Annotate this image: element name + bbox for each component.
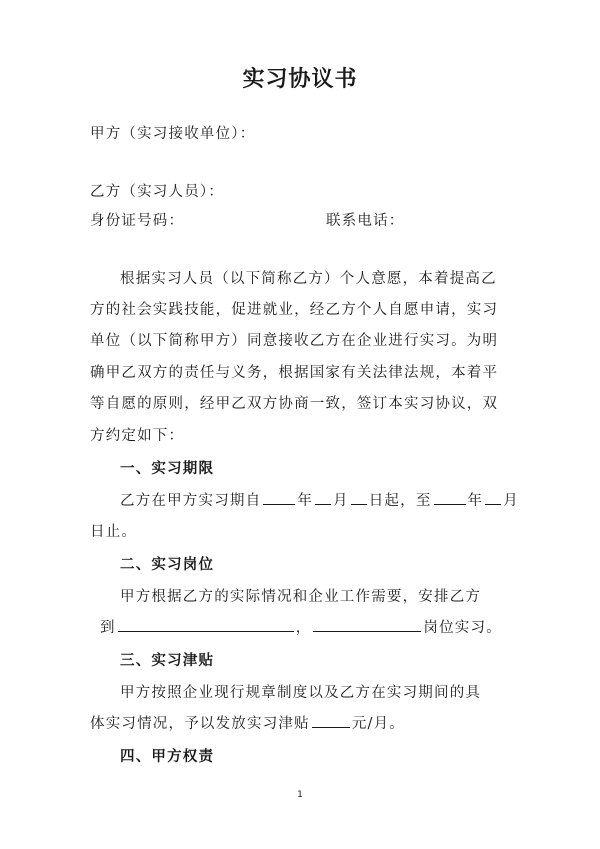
section-heading: 二、实习岗位 [120, 557, 215, 573]
department-field[interactable] [118, 617, 294, 632]
section-heading: 四、甲方权责 [120, 749, 215, 765]
end-month-field[interactable] [485, 490, 501, 505]
to-label: 到 [100, 620, 116, 636]
phone-label: 联系电话： [326, 213, 405, 229]
page-number: 1 [297, 790, 303, 800]
section-heading: 三、实习津贴 [120, 653, 215, 669]
year-label: 年 [467, 493, 484, 509]
comma: ， [295, 620, 312, 636]
allowance-text: 体实习情况，予以发放实习津贴 [90, 716, 310, 732]
period-line [120, 489, 519, 510]
year-label: 年 [297, 493, 314, 509]
id-number-label: 身份证号码： [90, 213, 185, 229]
allowance-fill-line [90, 712, 405, 733]
position-suffix: 岗位实习。 [423, 620, 502, 636]
period-end-line: 日止。 [90, 524, 138, 540]
intro-line: 单位（以下简称甲方）同意接收乙方在企业进行实习。为明 [90, 333, 499, 349]
month-label: 月 [503, 493, 519, 509]
day-start-label: 日起，至 [368, 493, 432, 509]
allowance-line: 甲方按照企业现行规章制度以及乙方在实习期间的具 [120, 685, 482, 701]
intro-line: 方约定如下： [90, 428, 185, 444]
intro-line: 等自愿的原则，经甲乙双方协商一致，签订本实习协议，双 [90, 396, 499, 412]
position-fill-line [100, 616, 502, 637]
month-label: 月 [333, 493, 349, 509]
start-month-field[interactable] [315, 490, 331, 505]
intro-line: 确甲乙双方的责任与义务，根据国家有关法律法规，本着平 [90, 365, 499, 381]
start-year-field[interactable] [263, 490, 295, 505]
section-heading: 一、实习期限 [120, 461, 215, 477]
document-title: 实习协议书 [242, 67, 358, 92]
party-b-label: 乙方（实习人员）： [90, 184, 225, 200]
end-year-field[interactable] [434, 490, 466, 505]
period-text: 乙方在甲方实习期自 [120, 493, 262, 509]
party-a-label: 甲方（实习接收单位）： [90, 126, 256, 142]
intro-line: 方的社会实践技能，促进就业，经乙方个人自愿申请，实习 [90, 302, 499, 318]
allowance-unit: 元/月。 [351, 716, 405, 732]
start-day-field[interactable] [351, 490, 367, 505]
intro-line: 根据实习人员（以下简称乙方）个人意愿，本着提高乙 [120, 271, 497, 287]
position-field[interactable] [313, 617, 421, 632]
allowance-amount-field[interactable] [312, 713, 350, 728]
position-line: 甲方根据乙方的实际情况和企业工作需要，安排乙方 [120, 589, 482, 605]
